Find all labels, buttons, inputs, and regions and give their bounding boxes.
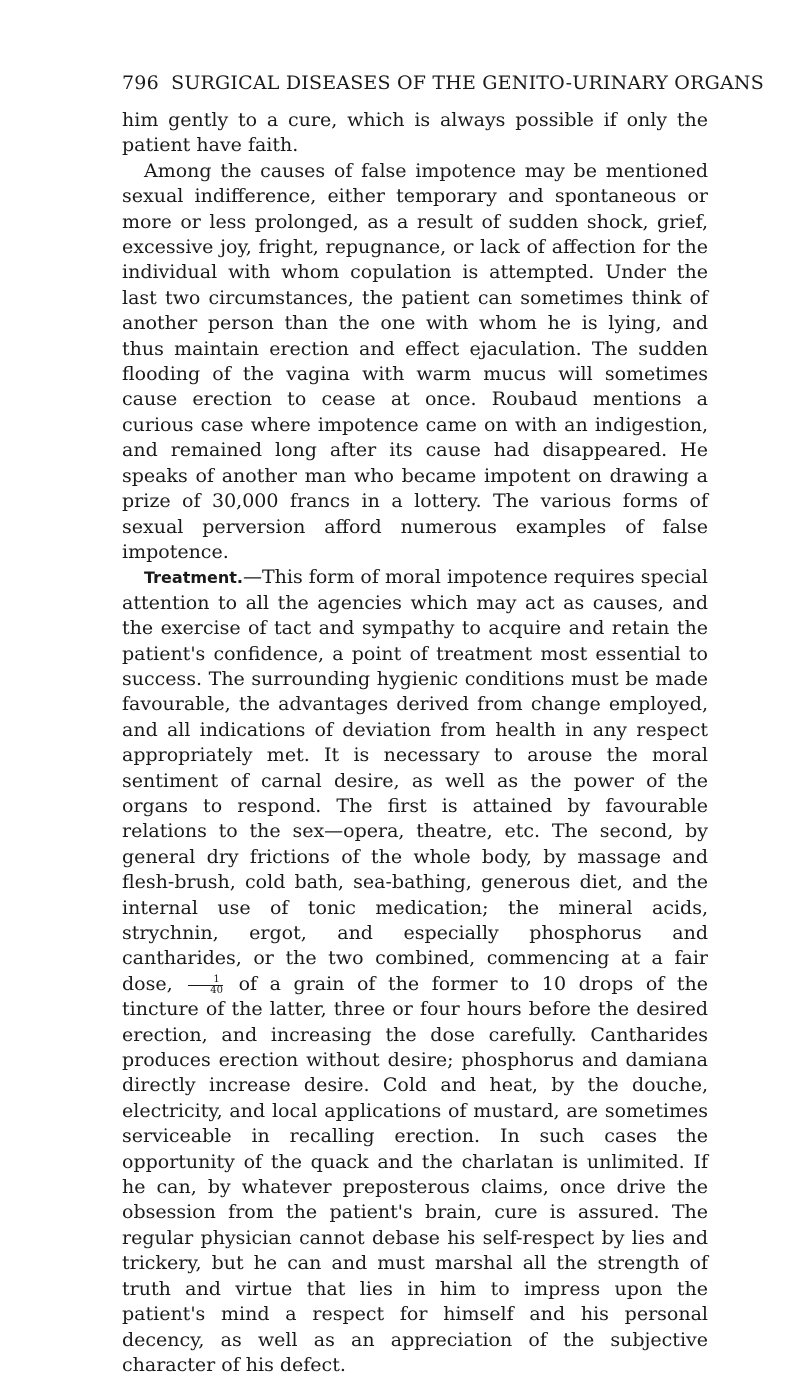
- book-page: [122, 72, 764, 1378]
- dose-fraction: [188, 975, 223, 996]
- paragraph-continuation: him gently to a cure, which is always possible if only the patient have faith.: [122, 109, 708, 157]
- running-title: SURGICAL DISEASES OF THE GENITO-URINARY ORGANS: [171, 72, 764, 94]
- page-number: 796: [122, 72, 159, 94]
- paragraph-treatment: [122, 565, 708, 1378]
- treatment-text-2: of a grain of the former to 10 drops of the tincture of the latter, three or four hours before the desired erection, and increasing the dose carefully. Cantharides produces erection without desire; phosphorus and damiana directly increase desire. Cold and heat, by the douche, electricity, and local applications of mustard, are sometimes serviceable in recalling erection. In such cases the opportunity of the quack and the charlatan is unlimited. If he can, by whatever preposterous claims, once drive the obsession from the patient's brain, cure is assured. The regular physician cannot debase his self-respect by lies and trickery, but he can and must marshal all the strength of truth and virtue that lies in him to impress upon the patient's mind a respect for himself and his personal decency, as well as an appreciation of the subjective character of his defect.: [122, 972, 708, 1376]
- running-head: [122, 72, 764, 94]
- paragraph-causes: Among the causes of false impotence may be mentioned sexual indifference, either temporary and spontaneous or more or less prolonged, as a result of sudden shock, grief, excessive joy, fright, repugnance, or lack of affection for the individual with whom copulation is attempted. Under the last two circumstances, the patient can sometimes think of another person than the one with whom he is lying, and thus maintain erection and effect ejaculation. The sudden flooding of the vagina with warm mucus will sometimes cause erection to cease at once. Roubaud mentions a curious case where impotence came on with an indigestion, and remained long after its cause had disappeared. He speaks of another man who became impotent on drawing a prize of 30,000 francs in a lottery. The various forms of sexual perversion afford numerous examples of false impotence.: [122, 159, 708, 563]
- fraction-numerator: 1: [188, 975, 223, 986]
- fraction-denominator: 40: [210, 985, 223, 997]
- treatment-heading: Treatment.: [144, 568, 243, 588]
- body-text: [122, 108, 708, 1378]
- treatment-text-1: —This form of moral impotence requires special attention to all the agencies which may act as causes, and the exercise of tact and sympathy to acquire and retain the patient's confidence, a point of treatment most essential to success. The surrounding hygienic conditions must be made favourable, the advantages derived from change employed, and all indications of deviation from health in any respect appropriately met. It is necessary to arouse the moral sentiment of carnal desire, as well as the power of the organs to respond. The first is attained by favourable relations to the sex—opera, theatre, etc. The second, by general dry frictions of the whole body, by massage and flesh-brush, cold bath, sea-bathing, generous diet, and the internal use of tonic medication; the mineral acids, strychnin, ergot, and especially phosphorus and cantharides, or the two combined, commencing at a fair dose,: [122, 566, 708, 995]
